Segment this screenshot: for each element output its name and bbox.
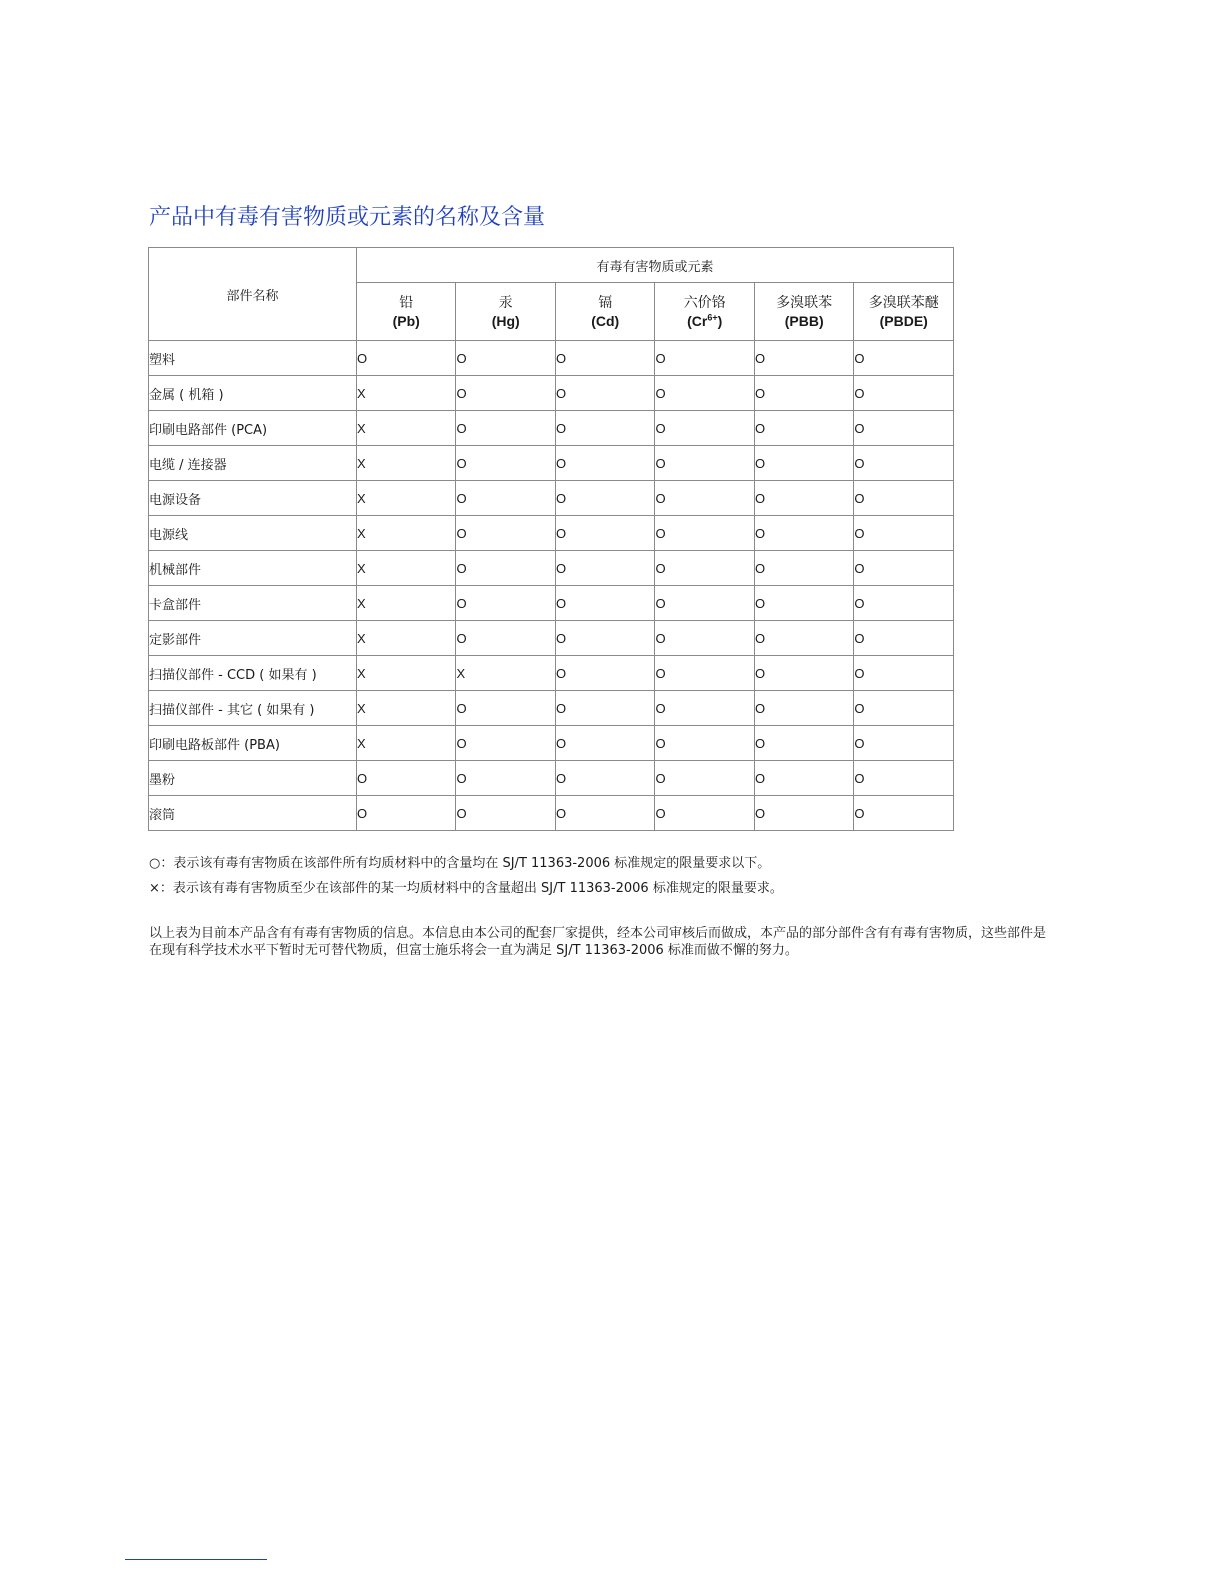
substance-mark-cell: O <box>655 516 754 551</box>
substance-mark-cell: O <box>754 376 853 411</box>
substance-mark-cell: O <box>854 341 954 376</box>
substance-mark-cell: O <box>456 411 555 446</box>
substance-mark-cell: O <box>854 726 954 761</box>
substance-header-hg <box>456 283 555 341</box>
substance-symbol: (PBDE) <box>879 312 928 329</box>
substance-mark-cell: O <box>555 516 654 551</box>
substance-mark-cell: O <box>456 376 555 411</box>
substance-mark-cell: X <box>357 656 456 691</box>
substance-mark-cell: X <box>357 411 456 446</box>
substance-name: 镉 <box>598 294 613 311</box>
substance-mark-cell: O <box>555 586 654 621</box>
substance-mark-cell: O <box>357 341 456 376</box>
substance-mark-cell: O <box>655 341 754 376</box>
table-body <box>149 341 954 831</box>
substance-mark-cell: O <box>655 411 754 446</box>
substance-mark-cell: O <box>854 621 954 656</box>
substance-mark-cell: O <box>456 796 555 831</box>
substance-mark-cell: O <box>655 761 754 796</box>
substance-mark-cell: O <box>555 691 654 726</box>
substance-mark-cell: O <box>655 691 754 726</box>
substance-mark-cell: O <box>555 761 654 796</box>
table-row <box>149 691 954 726</box>
substance-symbol: (Hg) <box>491 312 520 329</box>
table-row <box>149 446 954 481</box>
substance-name: 多溴联苯醚 <box>868 294 939 311</box>
symbol-pre: (Cr <box>687 312 708 329</box>
substance-mark-cell: O <box>655 656 754 691</box>
hazardous-substances-table <box>148 247 954 831</box>
part-name-cell: 电缆 / 连接器 <box>149 446 357 481</box>
substance-mark-cell: O <box>555 446 654 481</box>
substance-mark-cell: X <box>357 376 456 411</box>
substance-mark-cell: X <box>357 516 456 551</box>
substance-mark-cell: O <box>754 796 853 831</box>
substance-mark-cell: O <box>754 481 853 516</box>
substance-mark-cell: O <box>456 341 555 376</box>
substance-mark-cell: O <box>357 761 456 796</box>
table-row <box>149 796 954 831</box>
table-row <box>149 726 954 761</box>
substance-mark-cell: O <box>655 481 754 516</box>
substance-mark-cell: O <box>456 761 555 796</box>
substance-symbol <box>655 312 753 330</box>
part-name-cell: 墨粉 <box>149 761 357 796</box>
substance-mark-cell: O <box>754 586 853 621</box>
substance-mark-cell: X <box>357 551 456 586</box>
table-row <box>149 481 954 516</box>
table-row <box>149 516 954 551</box>
table-row <box>149 376 954 411</box>
table-row <box>149 586 954 621</box>
substance-mark-cell: O <box>456 481 555 516</box>
substance-symbol: (Cd) <box>591 312 620 329</box>
substance-header-pbde <box>854 283 954 341</box>
substance-mark-cell: O <box>754 411 853 446</box>
substance-mark-cell: O <box>655 551 754 586</box>
substance-mark-cell: O <box>555 726 654 761</box>
substance-mark-cell: O <box>655 621 754 656</box>
substance-mark-cell: O <box>555 481 654 516</box>
substance-mark-cell: X <box>456 656 555 691</box>
substance-mark-cell: O <box>854 691 954 726</box>
substance-header-cd <box>555 283 654 341</box>
substance-mark-cell: X <box>357 691 456 726</box>
part-name-cell: 塑料 <box>149 341 357 376</box>
substance-mark-cell: O <box>655 726 754 761</box>
substance-mark-cell: O <box>854 376 954 411</box>
substance-mark-cell: O <box>854 586 954 621</box>
substance-mark-cell: O <box>456 516 555 551</box>
part-name-cell: 扫描仪部件 - CCD ( 如果有 ) <box>149 656 357 691</box>
substance-mark-cell: X <box>357 621 456 656</box>
substance-name: 铅 <box>399 294 414 311</box>
substance-mark-cell: X <box>357 481 456 516</box>
substance-mark-cell: O <box>555 621 654 656</box>
table-row <box>149 621 954 656</box>
substance-mark-cell: O <box>754 761 853 796</box>
part-name-cell: 金属 ( 机箱 ) <box>149 376 357 411</box>
substance-mark-cell: O <box>854 551 954 586</box>
legend-o: ○：表示该有毒有害物质在该部件所有均质材料中的含量均在 SJ/T 11363-2006 标准规定的限量要求以下。 <box>149 856 771 871</box>
substance-symbol: (PBB) <box>784 312 824 329</box>
substance-mark-cell: O <box>854 761 954 796</box>
substance-mark-cell: O <box>854 481 954 516</box>
table-row <box>149 411 954 446</box>
substance-mark-cell: O <box>854 516 954 551</box>
substance-mark-cell: O <box>456 586 555 621</box>
substance-name: 汞 <box>498 294 513 311</box>
substance-mark-cell: X <box>357 446 456 481</box>
substance-mark-cell: O <box>655 586 754 621</box>
table-row <box>149 551 954 586</box>
symbol-superscript: 6+ <box>707 311 718 322</box>
footnote-separator <box>125 1559 267 1560</box>
substance-mark-cell: O <box>754 691 853 726</box>
part-name-cell: 卡盒部件 <box>149 586 357 621</box>
part-name-cell: 机械部件 <box>149 551 357 586</box>
substance-header-pbb <box>754 283 853 341</box>
substance-symbol: (Pb) <box>392 312 420 329</box>
part-name-cell: 电源线 <box>149 516 357 551</box>
part-name-cell: 滚筒 <box>149 796 357 831</box>
substance-mark-cell: O <box>456 551 555 586</box>
substance-mark-cell: O <box>754 656 853 691</box>
part-name-cell: 扫描仪部件 - 其它 ( 如果有 ) <box>149 691 357 726</box>
substance-name: 六价铬 <box>683 294 726 311</box>
substance-mark-cell: O <box>655 446 754 481</box>
substance-mark-cell: O <box>456 726 555 761</box>
part-name-header: 部件名称 <box>149 248 357 341</box>
substance-mark-cell: X <box>357 726 456 761</box>
substance-mark-cell: O <box>754 551 853 586</box>
substance-mark-cell: O <box>754 341 853 376</box>
table-row <box>149 656 954 691</box>
substance-mark-cell: O <box>754 621 853 656</box>
substance-mark-cell: O <box>754 516 853 551</box>
substance-mark-cell: X <box>357 586 456 621</box>
substance-mark-cell: O <box>555 376 654 411</box>
substance-mark-cell: O <box>555 551 654 586</box>
substance-mark-cell: O <box>555 341 654 376</box>
substance-mark-cell: O <box>854 411 954 446</box>
substance-mark-cell: O <box>555 796 654 831</box>
part-name-cell: 印刷电路部件 (PCA) <box>149 411 357 446</box>
substance-mark-cell: O <box>555 411 654 446</box>
substance-mark-cell: O <box>854 796 954 831</box>
table-row <box>149 761 954 796</box>
part-name-cell: 定影部件 <box>149 621 357 656</box>
page-title: 产品中有毒有害物质或元素的名称及含量 <box>149 205 546 230</box>
substance-header-pb <box>357 283 456 341</box>
substance-mark-cell: O <box>357 796 456 831</box>
substance-mark-cell: O <box>555 656 654 691</box>
disclosure-paragraph: 以上表为目前本产品含有有毒有害物质的信息。本信息由本公司的配套厂家提供，经本公司审核后而做成，本产品的部分部件含有有毒有害物质，这些部件是在现有科学技术水平下暂时无可替代物质，但富士施乐将会一直为满足 SJ/T 11363-2006 标准而做不懈的努力。 <box>149 926 1047 958</box>
substance-mark-cell: O <box>456 446 555 481</box>
substance-mark-cell: O <box>854 446 954 481</box>
symbol-post: ) <box>717 312 723 329</box>
substance-mark-cell: O <box>655 376 754 411</box>
substance-mark-cell: O <box>456 691 555 726</box>
legend-x: ×：表示该有毒有害物质至少在该部件的某一均质材料中的含量超出 SJ/T 11363-2006 标准规定的限量要求。 <box>149 881 783 896</box>
substance-mark-cell: O <box>655 796 754 831</box>
substance-mark-cell: O <box>754 446 853 481</box>
table-row <box>149 341 954 376</box>
substance-mark-cell: O <box>754 726 853 761</box>
substance-header-cr6 <box>655 283 754 341</box>
substance-mark-cell: O <box>854 656 954 691</box>
substance-mark-cell: O <box>456 621 555 656</box>
substance-name: 多溴联苯 <box>776 294 833 311</box>
part-name-cell: 电源设备 <box>149 481 357 516</box>
substance-group-header: 有毒有害物质或元素 <box>357 248 954 283</box>
part-name-cell: 印刷电路板部件 (PBA) <box>149 726 357 761</box>
